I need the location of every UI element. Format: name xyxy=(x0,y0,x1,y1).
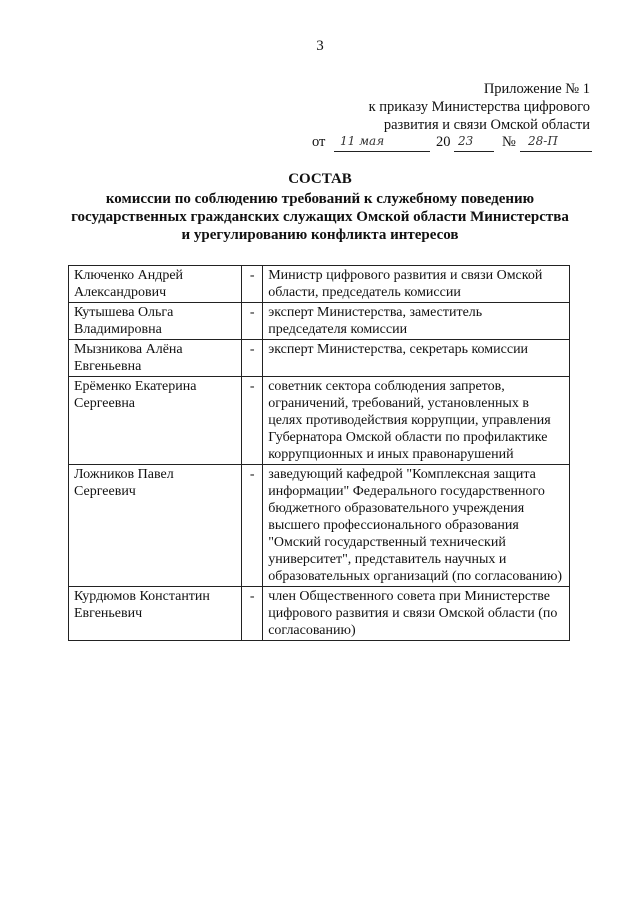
page-number: 3 xyxy=(316,38,324,54)
document-title xyxy=(0,170,640,244)
member-name: Мызникова Алёна Евгеньевна xyxy=(69,340,242,377)
table-row xyxy=(69,266,570,303)
order-number-field xyxy=(520,134,592,152)
order-from-label: от xyxy=(312,134,326,150)
order-year-field xyxy=(454,134,494,152)
order-year-prefix: 20 xyxy=(436,134,451,150)
member-dash: - xyxy=(242,465,263,587)
member-name: Ложников Павел Сергеевич xyxy=(69,465,242,587)
member-dash: - xyxy=(242,377,263,465)
title-heading: СОСТАВ xyxy=(288,171,352,187)
title-line-1: комиссии по соблюдению требований к служебному поведению xyxy=(105,191,535,207)
order-date-line xyxy=(312,134,592,156)
member-name: Ерёменко Екатерина Сергеевна xyxy=(69,377,242,465)
table-row xyxy=(69,587,570,641)
table-row xyxy=(69,303,570,340)
table-row xyxy=(69,377,570,465)
title-line-3: и урегулированию конфликта интересов xyxy=(181,227,459,243)
table-row xyxy=(69,465,570,587)
order-number-handwritten: 28-П xyxy=(528,134,558,148)
member-role: член Общественного совета при Министерстве цифрового развития и связи Омской области (по согласованию) xyxy=(263,587,570,641)
member-role: эксперт Министерства, заместитель председателя комиссии xyxy=(263,303,570,340)
member-name: Кутышева Ольга Владимировна xyxy=(69,303,242,340)
member-role: советник сектора соблюдения запретов, ограничений, требований, установленных в целях противодействия коррупции, управления Губернатора Омской области по профилактике коррупционных и иных правонарушений xyxy=(263,377,570,465)
appendix-line-1: Приложение № 1 xyxy=(483,81,590,97)
commission-members-table xyxy=(68,265,570,641)
member-dash: - xyxy=(242,587,263,641)
appendix-line-2: к приказу Министерства цифрового xyxy=(368,99,590,115)
member-role: Министр цифрового развития и связи Омской области, председатель комиссии xyxy=(263,266,570,303)
order-date-handwritten: 11 мая xyxy=(340,134,385,148)
member-dash: - xyxy=(242,266,263,303)
order-date-field xyxy=(334,134,430,152)
member-dash: - xyxy=(242,303,263,340)
order-number-label: № xyxy=(502,134,516,150)
member-dash: - xyxy=(242,340,263,377)
member-name: Ключенко Андрей Александрович xyxy=(69,266,242,303)
appendix-line-3: развития и связи Омской области xyxy=(383,117,590,133)
appendix-header xyxy=(270,80,590,134)
member-role: эксперт Министерства, секретарь комиссии xyxy=(263,340,570,377)
table-row xyxy=(69,340,570,377)
member-role: заведующий кафедрой "Комплексная защита информации" Федерального государственного бюджетного образовательного учреждения высшего профессионального образования "Омский государственный технический университет", представитель научных и образовательных организаций (по согласованию) xyxy=(263,465,570,587)
order-year-handwritten: 23 xyxy=(458,134,474,148)
member-name: Курдюмов Константин Евгеньевич xyxy=(69,587,242,641)
title-line-2: государственных гражданских служащих Омской области Министерства xyxy=(71,209,569,225)
